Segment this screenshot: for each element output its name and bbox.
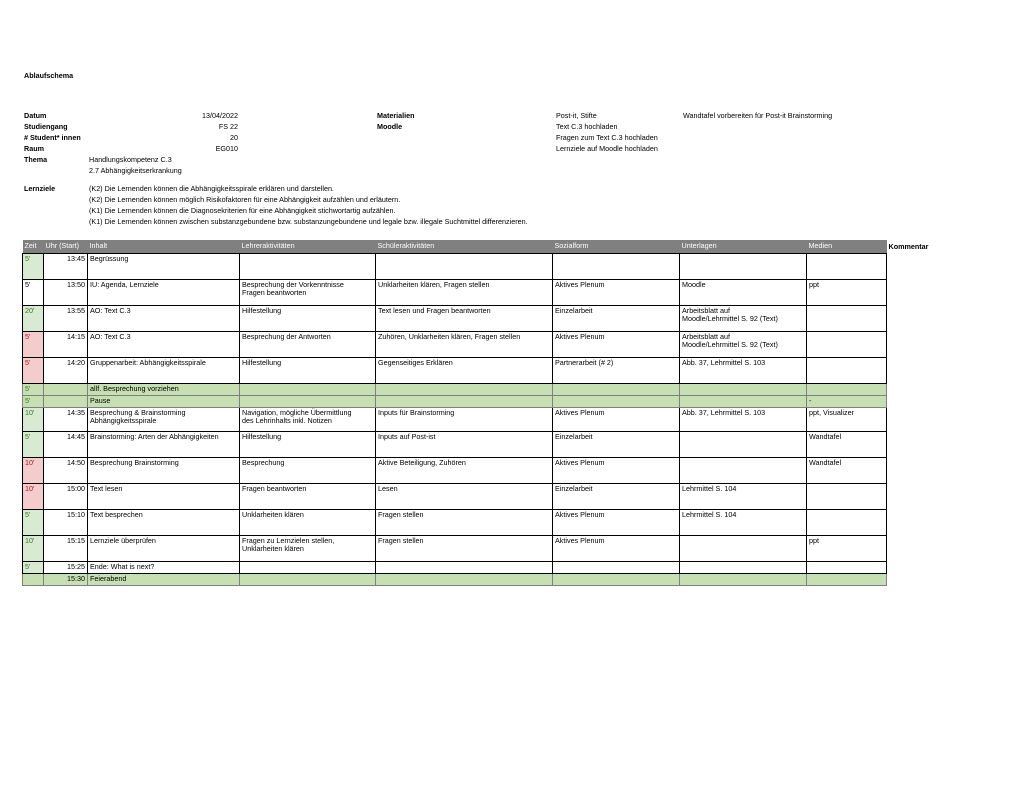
- medien-cell: [807, 574, 887, 586]
- sozialform-cell: Aktives Plenum: [553, 458, 680, 484]
- inhalt-cell: Besprechung Brainstorming: [88, 458, 240, 484]
- datum-label: Datum: [24, 111, 47, 120]
- schueler-cell: Inputs für Brainstorming: [376, 408, 553, 432]
- lehrer-cell: Besprechung der Antworten: [240, 332, 376, 358]
- lehrer-cell: Besprechung: [240, 458, 376, 484]
- kommentar-cell: [887, 510, 947, 536]
- lehrer-cell: Navigation, mögliche Übermittlung des Lehrinhalts inkl. Notizen: [240, 408, 376, 432]
- zeit-cell: 5': [23, 254, 44, 280]
- table-row: [23, 574, 947, 586]
- table-row: [23, 384, 947, 396]
- thema-line2: 2.7 Abhängigkeitserkrankung: [89, 166, 182, 175]
- inhalt-cell: AO: Text C.3: [88, 332, 240, 358]
- kommentar-cell: [887, 396, 947, 408]
- kommentar-cell: [887, 484, 947, 510]
- start-time-cell: 15:25: [44, 562, 88, 574]
- sozialform-cell: [553, 384, 680, 396]
- lehrer-cell: Hilfestellung: [240, 432, 376, 458]
- zeit-cell: 5': [23, 432, 44, 458]
- raum-label: Raum: [24, 144, 44, 153]
- lehrer-cell: Fragen beantworten: [240, 484, 376, 510]
- medien-cell: -: [807, 396, 887, 408]
- inhalt-cell: Feierabend: [88, 574, 240, 586]
- unterlagen-cell: [680, 562, 807, 574]
- moodle-label: Moodle: [377, 122, 403, 131]
- kommentar-cell: [887, 254, 947, 280]
- start-time-cell: 14:35: [44, 408, 88, 432]
- zeit-cell: [23, 574, 44, 586]
- lehrer-cell: [240, 254, 376, 280]
- materialien-note: Wandtafel vorbereiten für Post-it Brainstorming: [683, 111, 833, 120]
- zeit-cell: 20': [23, 306, 44, 332]
- lernziele-label: Lernziele: [24, 184, 56, 193]
- studiengang-label: Studiengang: [24, 122, 68, 131]
- unterlagen-cell: [680, 458, 807, 484]
- header-lehrer: Lehreraktivitäten: [240, 240, 376, 254]
- start-time-cell: 14:45: [44, 432, 88, 458]
- start-time-cell: 13:50: [44, 280, 88, 306]
- table-row: [23, 536, 947, 562]
- header-zeit: Zeit: [23, 240, 44, 254]
- table-row: [23, 484, 947, 510]
- unterlagen-cell: [680, 254, 807, 280]
- kommentar-cell: [887, 574, 947, 586]
- lehrer-cell: Unklarheiten klären: [240, 510, 376, 536]
- table-row: [23, 280, 947, 306]
- schueler-cell: [376, 574, 553, 586]
- moodle-item: Lernziele auf Moodle hochladen: [556, 144, 658, 153]
- zeit-cell: 5': [23, 384, 44, 396]
- schueler-cell: Gegenseitiges Erklären: [376, 358, 553, 384]
- unterlagen-cell: Lehrmittel S. 104: [680, 510, 807, 536]
- medien-cell: [807, 358, 887, 384]
- header-medien: Medien: [807, 240, 887, 254]
- kommentar-cell: [887, 384, 947, 396]
- raum-value: EG010: [215, 144, 238, 153]
- start-time-cell: 15:15: [44, 536, 88, 562]
- lehrer-cell: Besprechung der Vorkenntnisse Fragen beantworten: [240, 280, 376, 306]
- zeit-cell: 5': [23, 332, 44, 358]
- inhalt-cell: allf. Besprechung vorziehen: [88, 384, 240, 396]
- zeit-cell: 5': [23, 280, 44, 306]
- start-time-cell: 15:10: [44, 510, 88, 536]
- header-schueler: Schüleraktivitäten: [376, 240, 553, 254]
- sozialform-cell: Aktives Plenum: [553, 280, 680, 306]
- schueler-cell: Zuhören, Unklarheiten klären, Fragen stellen: [376, 332, 553, 358]
- zeit-cell: 5': [23, 510, 44, 536]
- inhalt-cell: Besprechung & Brainstorming Abhängigkeitsspirale: [88, 408, 240, 432]
- datum-value: 13/04/2022: [202, 111, 238, 120]
- header-inhalt: Inhalt: [88, 240, 240, 254]
- schueler-cell: Aktive Beteiligung, Zuhören: [376, 458, 553, 484]
- sozialform-cell: Einzelarbeit: [553, 432, 680, 458]
- sozialform-cell: Aktives Plenum: [553, 536, 680, 562]
- medien-cell: [807, 510, 887, 536]
- unterlagen-cell: Arbeitsblatt auf Moodle/Lehrmittel S. 92 (Text): [680, 332, 807, 358]
- lehrer-cell: Hilfestellung: [240, 358, 376, 384]
- sozialform-cell: Aktives Plenum: [553, 332, 680, 358]
- header-sozialform: Sozialform: [553, 240, 680, 254]
- zeit-cell: 10': [23, 484, 44, 510]
- inhalt-cell: Text besprechen: [88, 510, 240, 536]
- start-time-cell: 14:15: [44, 332, 88, 358]
- inhalt-cell: IU: Agenda, Lernziele: [88, 280, 240, 306]
- lehrer-cell: Fragen zu Lernzielen stellen, Unklarheiten klären: [240, 536, 376, 562]
- kommentar-cell: [887, 332, 947, 358]
- lernziel-item: (K1) Die Lernenden können die Diagnosekriterien für eine Abhängigkeit stichwortartig aufzählen.: [89, 206, 396, 215]
- medien-cell: [807, 384, 887, 396]
- table-row: [23, 396, 947, 408]
- table-row: [23, 562, 947, 574]
- schueler-cell: [376, 562, 553, 574]
- page-title: Ablaufschema: [24, 71, 74, 80]
- zeit-cell: 10': [23, 536, 44, 562]
- unterlagen-cell: [680, 574, 807, 586]
- unterlagen-cell: Moodle: [680, 280, 807, 306]
- medien-cell: ppt: [807, 536, 887, 562]
- start-time-cell: 15:00: [44, 484, 88, 510]
- medien-cell: Wandtafel: [807, 458, 887, 484]
- lehrer-cell: [240, 384, 376, 396]
- inhalt-cell: Text lesen: [88, 484, 240, 510]
- sozialform-cell: [553, 254, 680, 280]
- materialien-label: Materialien: [377, 111, 415, 120]
- medien-cell: [807, 562, 887, 574]
- schueler-cell: [376, 254, 553, 280]
- start-time-cell: 15:30: [44, 574, 88, 586]
- unterlagen-cell: [680, 536, 807, 562]
- header-kommentar: Kommentar: [888, 241, 929, 251]
- zeit-cell: 5': [23, 358, 44, 384]
- table-row: [23, 408, 947, 432]
- inhalt-cell: Pause: [88, 396, 240, 408]
- unterlagen-cell: Abb. 37, Lehrmittel S. 103: [680, 408, 807, 432]
- start-time-cell: [44, 396, 88, 408]
- schedule-table: [22, 240, 947, 586]
- students-value: 20: [230, 133, 238, 142]
- inhalt-cell: Gruppenarbeit: Abhängigkeitsspirale: [88, 358, 240, 384]
- sozialform-cell: Aktives Plenum: [553, 510, 680, 536]
- start-time-cell: 13:55: [44, 306, 88, 332]
- sozialform-cell: Aktives Plenum: [553, 408, 680, 432]
- kommentar-cell: [887, 408, 947, 432]
- schueler-cell: Unklarheiten klären, Fragen stellen: [376, 280, 553, 306]
- header-unterlagen: Unterlagen: [680, 240, 807, 254]
- table-row: [23, 254, 947, 280]
- unterlagen-cell: [680, 384, 807, 396]
- unterlagen-cell: Lehrmittel S. 104: [680, 484, 807, 510]
- studiengang-value: FS 22: [218, 122, 238, 131]
- thema-line1: Handlungskompetenz C.3: [89, 155, 172, 164]
- medien-cell: ppt, Visualizer: [807, 408, 887, 432]
- schueler-cell: Lesen: [376, 484, 553, 510]
- table-row: [23, 358, 947, 384]
- kommentar-cell: [887, 562, 947, 574]
- schueler-cell: Fragen stellen: [376, 510, 553, 536]
- table-row: [23, 306, 947, 332]
- lernziel-item: (K2) Die Lernenden können möglich Risikofaktoren für eine Abhängigkeit aufzählen und erläutern.: [89, 195, 401, 204]
- inhalt-cell: Lernziele überprüfen: [88, 536, 240, 562]
- medien-cell: [807, 484, 887, 510]
- lehrer-cell: [240, 562, 376, 574]
- table-row: [23, 332, 947, 358]
- inhalt-cell: Begrüssung: [88, 254, 240, 280]
- table-header-row: [23, 240, 947, 254]
- materialien-value: Post-it, Stifte: [556, 111, 597, 120]
- table-row: [23, 458, 947, 484]
- medien-cell: Wandtafel: [807, 432, 887, 458]
- start-time-cell: [44, 384, 88, 396]
- students-label: # Student* innen: [24, 133, 81, 142]
- zeit-cell: 5': [23, 396, 44, 408]
- kommentar-cell: [887, 432, 947, 458]
- zeit-cell: 5': [23, 562, 44, 574]
- kommentar-cell: [887, 358, 947, 384]
- lernziel-item: (K1) Die Lernenden können zwischen substanzgebundene bzw. substanzungebundene und legale bzw. illegale Suchtmittel differenzieren.: [89, 217, 528, 226]
- moodle-item: Fragen zum Text C.3 hochladen: [556, 133, 658, 142]
- schueler-cell: Text lesen und Fragen beantworten: [376, 306, 553, 332]
- unterlagen-cell: Abb. 37, Lehrmittel S. 103: [680, 358, 807, 384]
- medien-cell: [807, 254, 887, 280]
- medien-cell: [807, 332, 887, 358]
- inhalt-cell: Ende: What is next?: [88, 562, 240, 574]
- start-time-cell: 14:20: [44, 358, 88, 384]
- sozialform-cell: [553, 562, 680, 574]
- start-time-cell: 14:50: [44, 458, 88, 484]
- kommentar-cell: [887, 536, 947, 562]
- sozialform-cell: Einzelarbeit: [553, 484, 680, 510]
- schueler-cell: [376, 384, 553, 396]
- sozialform-cell: Einzelarbeit: [553, 306, 680, 332]
- lehrer-cell: Hilfestellung: [240, 306, 376, 332]
- zeit-cell: 10': [23, 408, 44, 432]
- inhalt-cell: AO: Text C.3: [88, 306, 240, 332]
- unterlagen-cell: [680, 396, 807, 408]
- header-uhr: Uhr (Start): [44, 240, 88, 254]
- thema-label: Thema: [24, 155, 48, 164]
- table-row: [23, 510, 947, 536]
- unterlagen-cell: Arbeitsblatt auf Moodle/Lehrmittel S. 92 (Text): [680, 306, 807, 332]
- start-time-cell: 13:45: [44, 254, 88, 280]
- lehrer-cell: [240, 396, 376, 408]
- kommentar-cell: [887, 458, 947, 484]
- table-row: [23, 432, 947, 458]
- medien-cell: ppt: [807, 280, 887, 306]
- sozialform-cell: [553, 574, 680, 586]
- inhalt-cell: Brainstorming: Arten der Abhängigkeiten: [88, 432, 240, 458]
- lernziel-item: (K2) Die Lernenden können die Abhängigkeitsspirale erklären und darstellen.: [89, 184, 334, 193]
- sozialform-cell: [553, 396, 680, 408]
- lehrer-cell: [240, 574, 376, 586]
- schueler-cell: Fragen stellen: [376, 536, 553, 562]
- schueler-cell: Inputs auf Post-ist: [376, 432, 553, 458]
- moodle-item: Text C.3 hochladen: [556, 122, 618, 131]
- unterlagen-cell: [680, 432, 807, 458]
- zeit-cell: 10': [23, 458, 44, 484]
- medien-cell: [807, 306, 887, 332]
- kommentar-cell: [887, 306, 947, 332]
- kommentar-cell: [887, 280, 947, 306]
- sozialform-cell: Partnerarbeit (# 2): [553, 358, 680, 384]
- schueler-cell: [376, 396, 553, 408]
